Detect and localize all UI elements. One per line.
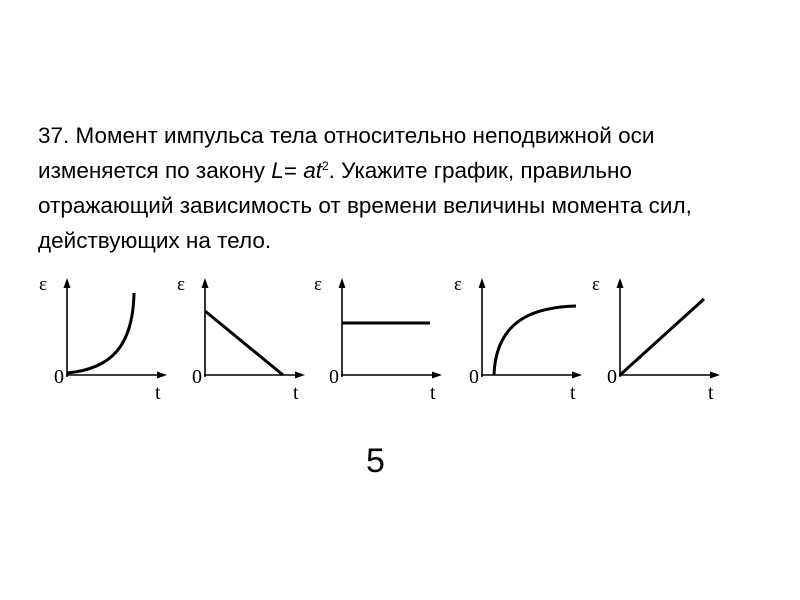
origin-label: 0	[54, 366, 64, 388]
origin-label: 0	[469, 366, 479, 388]
origin-label: 0	[607, 366, 617, 388]
graph-3	[314, 274, 442, 404]
y-axis-arrow	[64, 278, 71, 288]
x-axis-arrow	[710, 372, 720, 379]
x-axis-label: t	[293, 382, 299, 404]
curve-convex-increasing	[67, 293, 134, 373]
x-axis-label: t	[708, 382, 714, 404]
y-axis-arrow	[479, 278, 486, 288]
y-axis-label: ε	[454, 274, 462, 295]
x-axis-arrow	[432, 372, 442, 379]
x-axis-arrow	[572, 372, 582, 379]
y-axis-arrow	[617, 278, 624, 288]
y-axis-label: ε	[592, 274, 600, 295]
answer-number: 5	[366, 442, 385, 480]
y-axis-label: ε	[39, 274, 47, 295]
y-axis-label: ε	[177, 274, 185, 295]
question-number: 37.	[38, 123, 70, 148]
question-text	[38, 118, 768, 258]
graph-4	[454, 274, 582, 404]
formula-exponent: 2	[321, 159, 329, 173]
y-axis-arrow	[202, 278, 209, 288]
question-text-part2: . Укажите график, правильно отражающий зависимость от времени величины момента сил, действующих на тело.	[38, 158, 692, 253]
question-text-part1: Момент импульса тела относительно неподвижной оси изменяется по закону	[38, 123, 655, 183]
curve-linear-decreasing	[205, 311, 283, 375]
x-axis-arrow	[295, 372, 305, 379]
graph-5	[592, 274, 720, 404]
y-axis-label: ε	[314, 274, 322, 295]
graph-1	[39, 274, 167, 404]
x-axis-label: t	[155, 382, 161, 404]
curve-linear-increasing	[620, 299, 704, 375]
x-axis-label: t	[570, 382, 576, 404]
formula-eq: =	[283, 158, 304, 183]
formula-lhs: L	[271, 158, 284, 183]
x-axis-arrow	[157, 372, 167, 379]
y-axis-arrow	[339, 278, 346, 288]
curve-concave-increasing	[494, 306, 576, 375]
x-axis-label: t	[430, 382, 436, 404]
origin-label: 0	[192, 366, 202, 388]
formula-rhs: at	[303, 158, 322, 183]
origin-label: 0	[329, 366, 339, 388]
graphs-panel	[0, 268, 800, 408]
graph-2	[177, 274, 305, 404]
